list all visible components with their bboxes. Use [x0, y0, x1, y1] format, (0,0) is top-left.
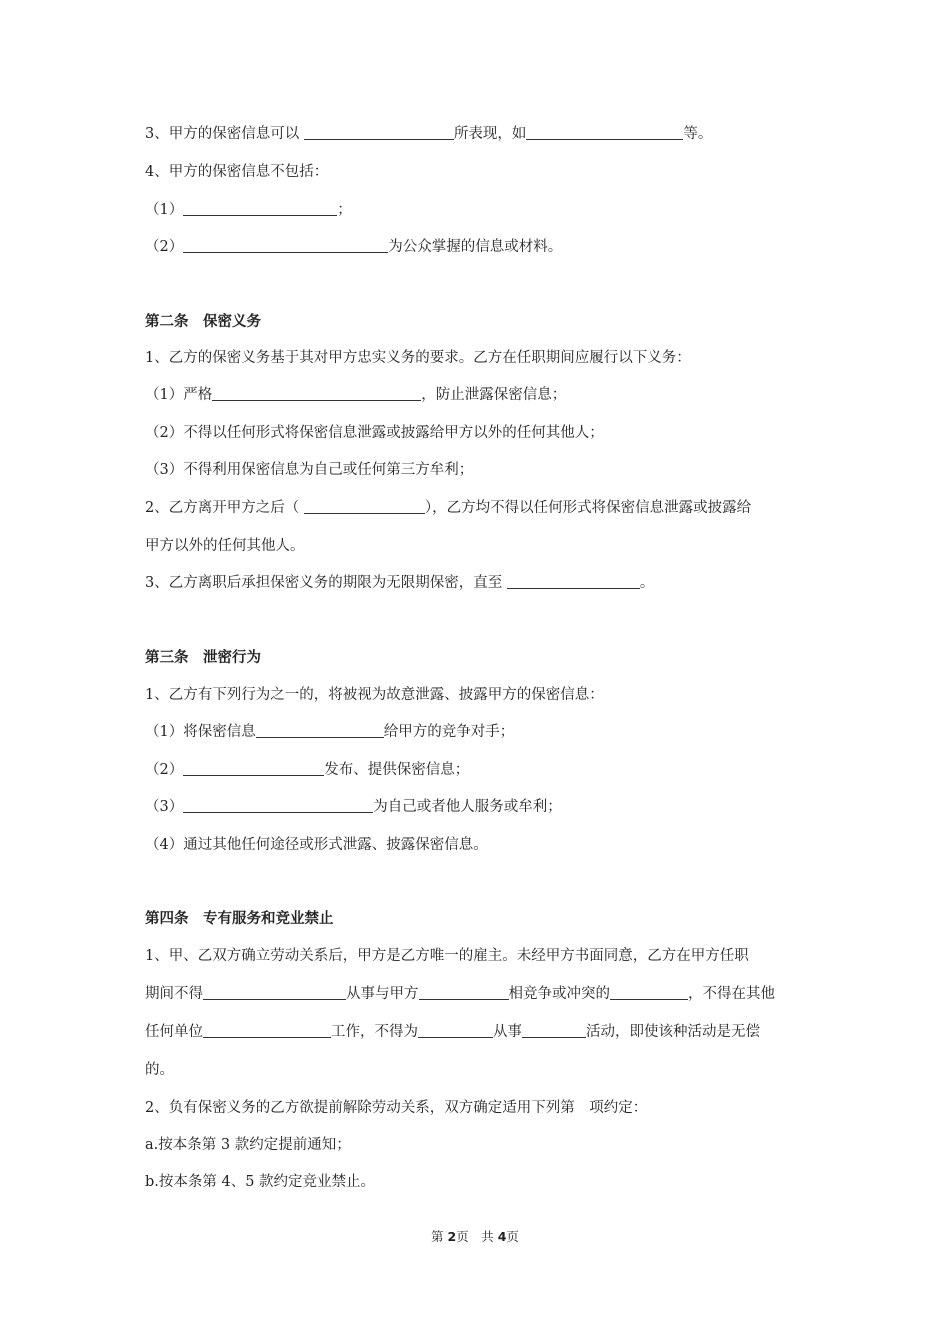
- clause-4-item-1-line-3: 任何单位 工作，不得为 从事 活动，即使该种活动是无偿: [145, 1024, 760, 1040]
- total-page-count: 4: [497, 1229, 507, 1244]
- fill-blank[interactable]: [212, 386, 421, 401]
- fill-blank[interactable]: [183, 798, 373, 813]
- fill-blank[interactable]: [507, 574, 640, 589]
- clause-2-sub-3: （3）不得利用保密信息为自己或任何第三方牟利；: [145, 462, 474, 478]
- clause-2-item-2: 2、乙方离开甲方之后（ ），乙方均不得以任何形式将保密信息泄露或披露给: [145, 500, 752, 516]
- fill-blank[interactable]: [256, 723, 384, 738]
- clause-4-option-b: b.按本条第 4、5 款约定竞业禁止。: [145, 1174, 376, 1190]
- clause-4-item-1-line-2: 期间不得 从事与甲方 相竞争或冲突的 ，不得在其他: [145, 986, 775, 1002]
- current-page-number: 2: [447, 1229, 457, 1244]
- clause-4-item-1-line-4: 的。: [145, 1062, 174, 1078]
- clause-4-item-2: 2、负有保密义务的乙方欲提前解除劳动关系，双方确定适用下列第 项约定：: [145, 1100, 648, 1116]
- page-footer: 第 2页 共 4页: [431, 1229, 519, 1244]
- clause-2-item-3: 3、乙方离职后承担保密义务的期限为无限期保密，直至 。: [145, 575, 655, 591]
- clause-3-sub-3: （3） 为自己或者他人服务或牟利；: [145, 799, 562, 815]
- clause-2-sub-2: （2）不得以任何形式将保密信息泄露或披露给甲方以外的任何其他人；: [145, 425, 604, 441]
- clause-1-item-3: 3、甲方的保密信息可以 所表现，如 等。: [145, 126, 713, 142]
- fill-blank[interactable]: [183, 201, 337, 216]
- clause-3-sub-1: （1）将保密信息 给甲方的竞争对手；: [145, 724, 515, 740]
- fill-blank[interactable]: [183, 761, 324, 776]
- fill-blank[interactable]: [203, 1023, 331, 1038]
- clause-1-item-4: 4、甲方的保密信息不包括：: [145, 164, 329, 180]
- fill-blank[interactable]: [610, 985, 688, 1000]
- fill-blank[interactable]: [419, 985, 509, 1000]
- fill-blank[interactable]: [418, 1023, 493, 1038]
- fill-blank[interactable]: [304, 125, 454, 140]
- clause-1-sub-2: （2） 为公众掌握的信息或材料。: [145, 239, 563, 255]
- clause-4-option-a: a.按本条第 3 款约定提前通知；: [145, 1137, 351, 1153]
- clause-4-item-1-line-1: 1、甲、乙双方确立劳动关系后，甲方是乙方唯一的雇主。未经甲方书面同意，乙方在甲方任职: [145, 948, 749, 964]
- section-2-heading: 第二条 保密义务: [145, 314, 261, 330]
- clause-3-sub-4: （4）通过其他任何途径或形式泄露、披露保密信息。: [145, 837, 488, 853]
- fill-blank[interactable]: [183, 238, 388, 253]
- clause-3-sub-2: （2） 发布、提供保密信息；: [145, 762, 470, 778]
- clause-2-item-1: 1、乙方的保密义务基于其对甲方忠实义务的要求。乙方在任职期间应履行以下义务：: [145, 350, 691, 366]
- clause-2-sub-1: （1）严格 ，防止泄露保密信息；: [145, 387, 567, 403]
- section-4-heading: 第四条 专有服务和竞业禁止: [145, 911, 334, 927]
- fill-blank[interactable]: [304, 499, 425, 514]
- clause-3-item-1: 1、乙方有下列行为之一的，将被视为故意泄露、披露甲方的保密信息：: [145, 687, 604, 703]
- clause-1-sub-1: （1） ；: [145, 202, 352, 218]
- section-3-heading: 第三条 泄密行为: [145, 650, 261, 666]
- fill-blank[interactable]: [522, 1023, 586, 1038]
- clause-2-item-2-cont: 甲方以外的任何其他人。: [145, 538, 305, 554]
- fill-blank[interactable]: [526, 125, 683, 140]
- fill-blank[interactable]: [203, 985, 346, 1000]
